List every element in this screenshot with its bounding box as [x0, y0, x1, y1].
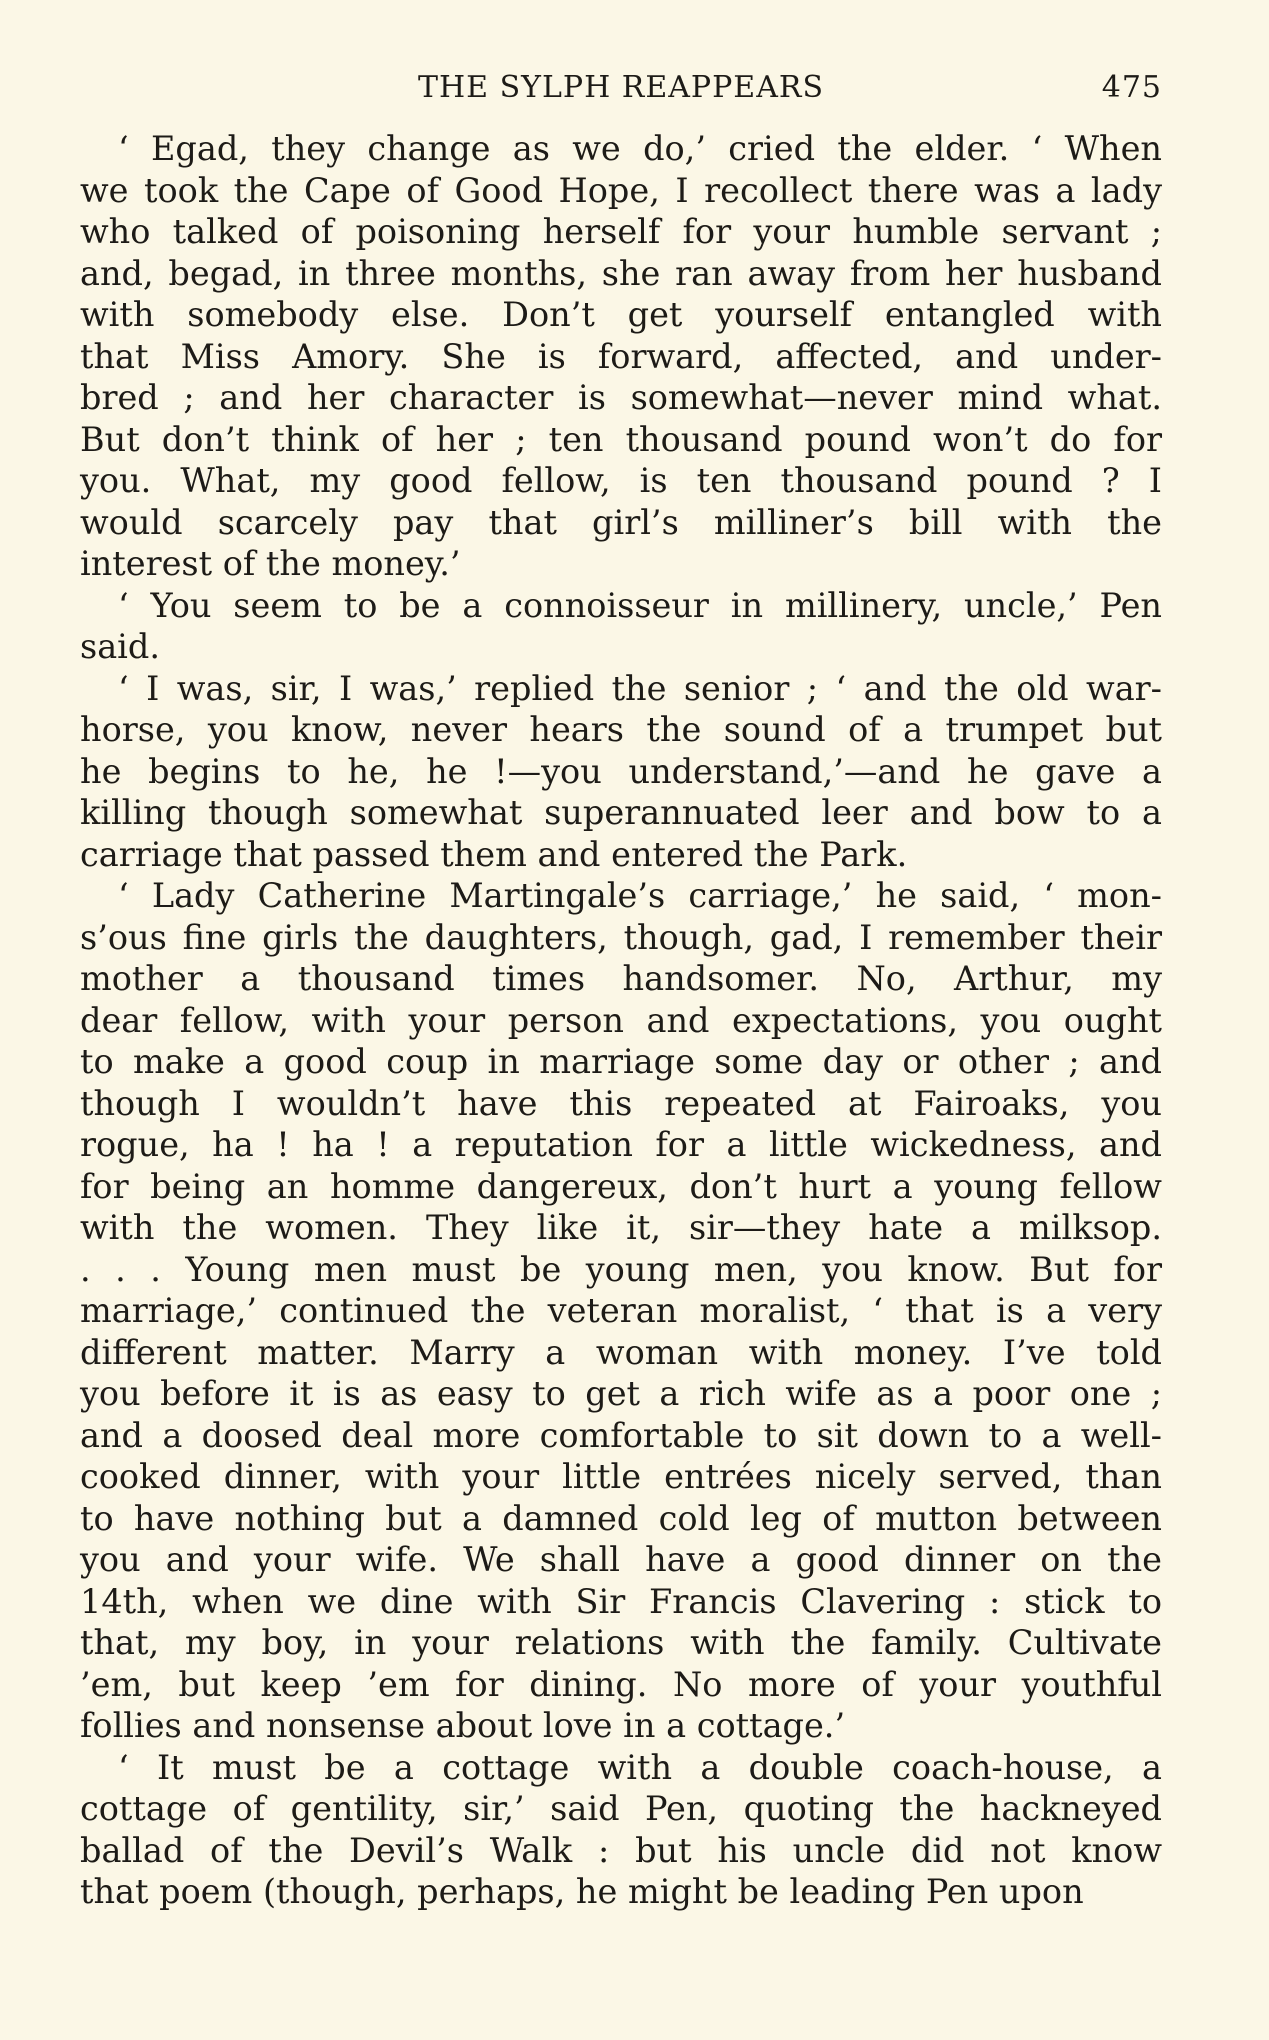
text-line: s’ous fine girls the daughters, though, gad, I remember their	[80, 917, 1162, 957]
text-line: though I wouldn’t have this repeated at Fairoaks, you	[80, 1083, 1162, 1123]
body-text	[80, 128, 1162, 1913]
text-line: with the women. They like it, sir—they hate a milksop.	[80, 1208, 1162, 1247]
paragraph	[80, 1747, 1162, 1913]
text-line: rogue, ha ! ha ! a reputation for a little wickedness, and	[80, 1125, 1162, 1164]
running-head	[80, 70, 1162, 120]
text-line: interest of the money.’	[80, 544, 461, 583]
text-line: ‘ You seem to be a connoisseur in millinery, uncle,’ Pen	[118, 585, 1162, 625]
page-number: 475	[1101, 70, 1162, 105]
text-line: who talked of poisoning herself for your humble servant ;	[80, 212, 1162, 251]
text-line: you before it is as easy to get a rich wife as a poor one ;	[80, 1374, 1162, 1413]
text-line: that poem (though, perhaps, he might be leading Pen upon	[80, 1872, 1084, 1911]
text-line: to make a good coup in marriage some day or other ; and	[80, 1042, 1162, 1081]
text-line: that Miss Amory. She is forward, affected, and under-	[80, 336, 1162, 376]
paragraph	[80, 128, 1162, 585]
text-line: carriage that passed them and entered the Park.	[80, 834, 908, 874]
text-line: ‘ Lady Catherine Martingale’s carriage,’ he said, ‘ mon-	[118, 876, 1162, 915]
text-line: different matter. Marry a woman with money. I’ve told	[80, 1332, 1162, 1372]
text-line: killing though somewhat superannuated leer and bow to a	[80, 793, 1162, 832]
text-line: ‘ It must be a cottage with a double coach-house, a	[118, 1747, 1162, 1787]
text-line: ‘ I was, sir, I was,’ replied the senior ; ‘ and the old war-	[118, 668, 1162, 708]
text-line: to have nothing but a damned cold leg of mutton between	[80, 1498, 1162, 1538]
text-line: for being an homme dangereux, don’t hurt a young fellow	[80, 1166, 1162, 1206]
text-line: marriage,’ continued the veteran moralist, ‘ that is a very	[80, 1291, 1162, 1330]
text-line: ‘ Egad, they change as we do,’ cried the elder. ‘ When	[118, 129, 1162, 168]
paragraph	[80, 585, 1162, 668]
text-line: you and your wife. We shall have a good dinner on the	[80, 1540, 1162, 1579]
chapter-title: THE SYLPH REAPPEARS	[418, 70, 824, 105]
paragraph	[80, 668, 1162, 876]
book-page	[80, 70, 1162, 1913]
paragraph	[80, 875, 1162, 1747]
text-line: and, begad, in three months, she ran away from her husband	[80, 253, 1162, 293]
text-line: 14th, when we dine with Sir Francis Clavering : stick to	[80, 1581, 1162, 1621]
text-line: cooked dinner, with your little entrées nicely served, than	[80, 1457, 1162, 1496]
text-line: follies and nonsense about love in a cottage.’	[80, 1706, 846, 1745]
text-line: we took the Cape of Good Hope, I recollect there was a lady	[80, 170, 1162, 210]
text-line: dear fellow, with your person and expectations, you ought	[80, 1000, 1162, 1040]
text-line: that, my boy, in your relations with the family. Cultivate	[80, 1623, 1162, 1662]
text-line: ballad of the Devil’s Walk : but his uncle did not know	[80, 1830, 1162, 1870]
text-line: horse, you know, never hears the sound of a trumpet but	[80, 710, 1162, 749]
text-line: with somebody else. Don’t get yourself entangled with	[80, 295, 1162, 334]
text-line: ’em, but keep ’em for dining. No more of your youthful	[80, 1664, 1162, 1704]
text-line: he begins to he, he !—you understand,’—and he gave a	[80, 751, 1162, 791]
text-line: said.	[80, 627, 160, 666]
text-line: . . . Young men must be young men, you know. But for	[80, 1249, 1162, 1289]
text-line: cottage of gentility, sir,’ said Pen, quoting the hackneyed	[80, 1789, 1162, 1828]
text-line: would scarcely pay that girl’s milliner’s bill with the	[80, 502, 1162, 542]
text-line: But don’t think of her ; ten thousand pound won’t do for	[80, 419, 1162, 459]
text-line: and a doosed deal more comfortable to sit down to a well-	[80, 1415, 1162, 1455]
text-line: mother a thousand times handsomer. No, Arthur, my	[80, 959, 1162, 998]
text-line: you. What, my good fellow, is ten thousand pound ? I	[80, 461, 1162, 500]
text-line: bred ; and her character is somewhat—never mind what.	[80, 378, 1162, 417]
